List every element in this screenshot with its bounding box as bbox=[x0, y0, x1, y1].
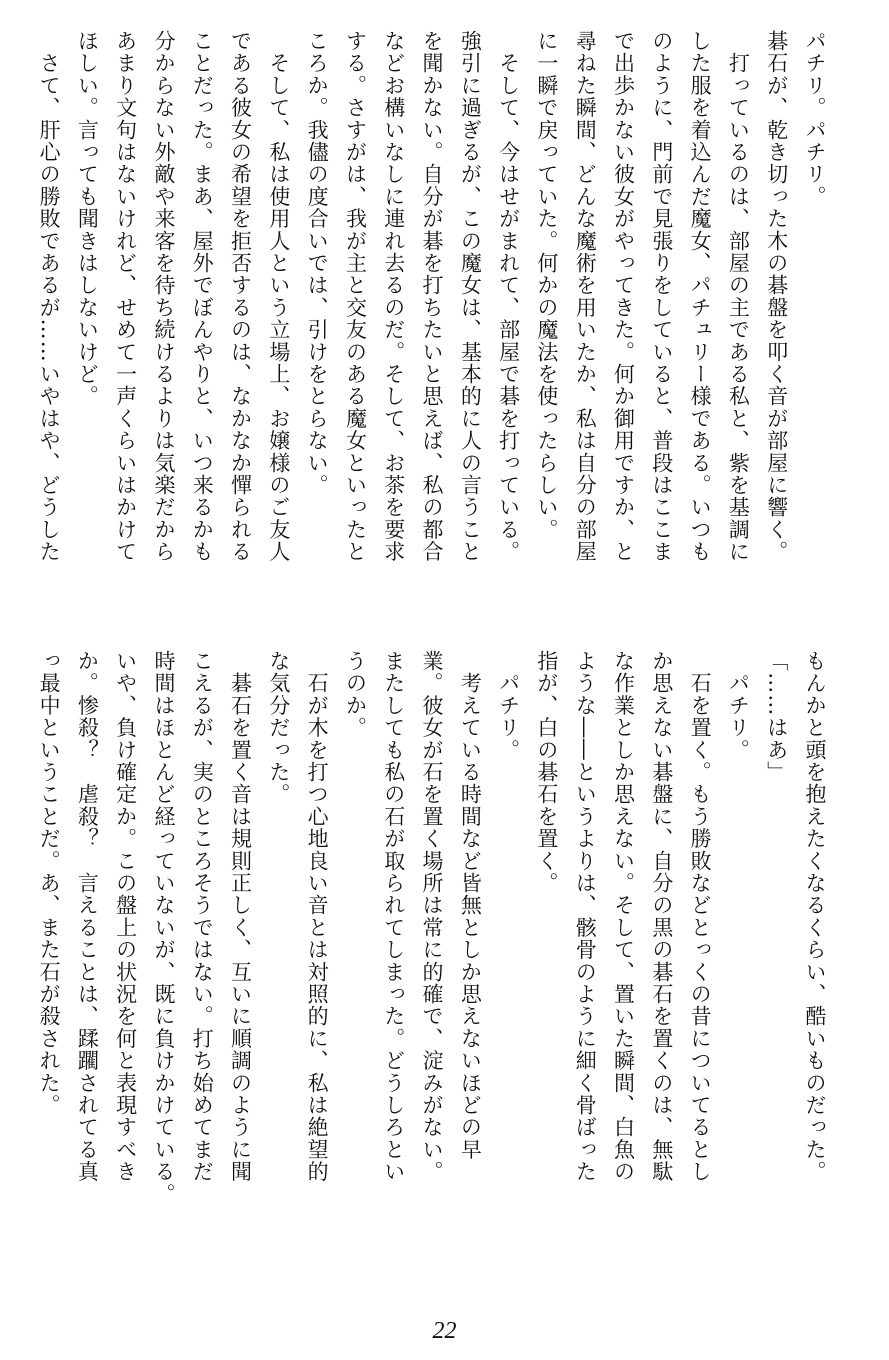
text-line: そして、私は使用人という立場上、お嬢様のご友人 bbox=[266, 30, 291, 563]
text-line: っ最中ということだ。あ、また石が殺された。 bbox=[37, 650, 62, 1117]
text-line: で出歩かない彼女がやってきた。何か御用ですか、と bbox=[611, 30, 636, 563]
text-line: 石を置く。もう勝敗などとっくの昔についてるとし bbox=[688, 650, 713, 1183]
text-line: こえるが、実のところそうではない。打ち始めてまだ bbox=[190, 650, 215, 1183]
text-line: ほしい。言っても聞きはしないけど。 bbox=[75, 30, 100, 408]
text-line: 打っているのは、部屋の主である私と、紫を基調に bbox=[726, 30, 751, 563]
text-line: 時間はほとんど経っていないが、既に負けかけている。 bbox=[151, 650, 176, 1205]
text-line: な気分だった。 bbox=[266, 650, 291, 806]
text-line: ころか。我儘の度合いでは、引けをとらない。 bbox=[305, 30, 330, 497]
text-line: か思えない碁盤に、自分の黒の碁石を置くのは、無駄 bbox=[649, 650, 674, 1183]
text-line: さて、肝心の勝敗であるが……いやはや、どうした bbox=[37, 30, 62, 563]
text-line: 分からない外敵や来客を待ち続けるよりは気楽だから bbox=[151, 30, 176, 563]
text-line: などお構いなしに連れ去るのだ。そして、お茶を要求 bbox=[381, 30, 406, 563]
text-line: 強引に過ぎるが、この魔女は、基本的に人の言うこと bbox=[458, 30, 483, 563]
text-line: パチリ。 bbox=[726, 650, 751, 761]
text-line: 碁石が、乾き切った木の碁盤を叩く音が部屋に響く。 bbox=[764, 30, 789, 563]
text-line: またしても私の石が取られてしまった。どうしろとい bbox=[381, 650, 406, 1183]
text-line: パチリ。 bbox=[496, 650, 521, 761]
text-line: もんかと頭を抱えたくなるくらい、酷いものだった。 bbox=[803, 650, 827, 1183]
text-line: か。惨殺？ 虐殺？ 言えることは、蹂躙されてる真 bbox=[75, 650, 100, 1183]
text-line: な作業としか思えない。そして、置いた瞬間、白魚の bbox=[611, 650, 636, 1183]
text-line: を聞かない。自分が碁を打ちたいと思えば、私の都合 bbox=[420, 30, 445, 563]
text-line: あまり文句はないけれど、せめて一声くらいはかけて bbox=[113, 30, 138, 563]
text-line: のように、門前で見張りをしていると、普段はここま bbox=[649, 30, 674, 563]
text-block-bottom bbox=[30, 650, 834, 1270]
text-line: ような――というよりは、骸骨のように細く骨ばった bbox=[573, 650, 598, 1183]
text-line: ことだった。まあ、屋外でぼんやりと、いつ来るかも bbox=[190, 30, 215, 563]
text-line: うのか。 bbox=[343, 650, 368, 739]
text-line: 「……はあ」 bbox=[764, 650, 789, 784]
text-line: 業。彼女が石を置く場所は常に的確で、淀みがない。 bbox=[420, 650, 445, 1183]
text-line: 石が木を打つ心地良い音とは対照的に、私は絶望的 bbox=[305, 650, 330, 1183]
text-block-top bbox=[30, 30, 834, 630]
text-line: である彼女の希望を拒否するのは、なかなか憚られる bbox=[228, 30, 253, 563]
text-line: した服を着込んだ魔女、パチュリー様である。いつも bbox=[688, 30, 713, 563]
text-line: する。さすがは、我が主と交友のある魔女といったと bbox=[343, 30, 368, 563]
text-line: 尋ねた瞬間、どんな魔術を用いたか、私は自分の部屋 bbox=[573, 30, 598, 563]
text-line: パチリ。パチリ。 bbox=[803, 30, 827, 208]
text-line: に一瞬で戻っていた。何かの魔法を使ったらしい。 bbox=[534, 30, 559, 541]
text-line: 碁石を置く音は規則正しく、互いに順調のように聞 bbox=[228, 650, 253, 1183]
page-number: 22 bbox=[432, 1318, 457, 1344]
text-line: 指が、白の碁石を置く。 bbox=[534, 650, 559, 895]
text-line: そして、今はせがまれて、部屋で碁を打っている。 bbox=[496, 30, 521, 563]
text-line: 考えている時間など皆無としか思えないほどの早 bbox=[458, 650, 483, 1161]
text-line: いや、負け確定か。この盤上の状況を何と表現すべき bbox=[113, 650, 138, 1183]
